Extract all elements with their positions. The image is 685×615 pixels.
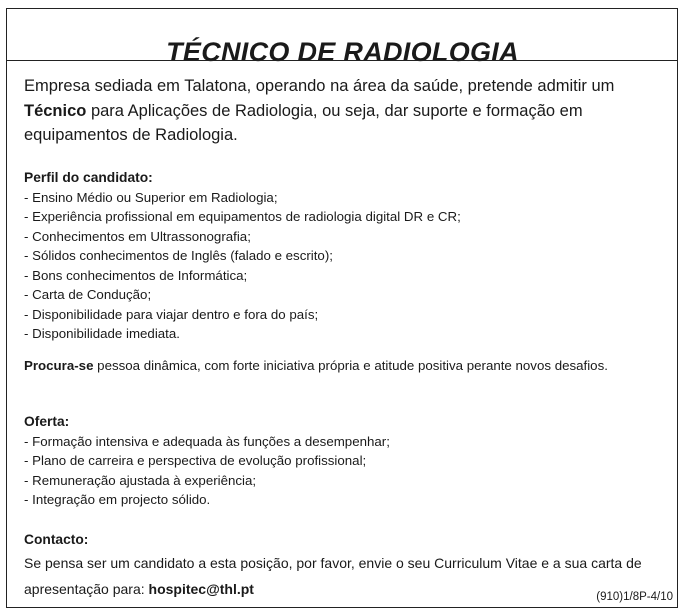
list-item: - Bons conhecimentos de Informática; <box>24 267 248 283</box>
list-item: - Ensino Médio ou Superior em Radiologia; <box>24 189 278 205</box>
offer-list <box>24 432 669 510</box>
contact-section <box>24 530 669 602</box>
list-item: - Experiência profissional em equipamentos de radiologia digital DR e CR; <box>24 209 461 224</box>
profile-list <box>24 188 669 344</box>
list-item: - Disponibilidade para viajar dentro e fora do país; <box>24 306 319 322</box>
list-item: - Integração em projecto sólido. <box>24 492 211 507</box>
offer-section <box>24 412 669 510</box>
profile-heading: Perfil do candidato: <box>24 170 153 185</box>
candidate-profile-section <box>24 168 669 344</box>
contact-text: Se pensa ser um candidato a esta posição, por favor, envie o seu Curriculum Vitae e a sua carta de apresentação para: <box>24 555 642 597</box>
contact-paragraph <box>24 550 664 602</box>
ad-reference-code: (910)1/8P-4/10 <box>596 591 673 603</box>
intro-text-end: para Aplicações de Radiologia, ou seja, dar suporte e formação em equipamentos de Radiologia. <box>24 101 583 144</box>
list-item: - Plano de carreira e perspectiva de evolução profissional; <box>24 453 367 468</box>
list-item: - Remuneração ajustada à experiência; <box>24 472 257 488</box>
list-item: - Sólidos conhecimentos de Inglês (falado e escrito); <box>24 248 333 263</box>
sought-lead: Procura-se <box>24 358 94 373</box>
intro-job-title: Técnico <box>24 101 87 120</box>
list-item: - Disponibilidade imediata. <box>24 326 180 341</box>
ad-title: TÉCNICO DE RADIOLOGIA <box>166 37 519 68</box>
sought-profile-section <box>24 356 669 376</box>
intro-paragraph <box>24 74 669 148</box>
intro-text-start: Empresa sediada em Talatona, operando na área da saúde, pretende admitir um <box>24 77 615 95</box>
title-divider <box>7 60 678 61</box>
contact-email: hospitec@thl.pt <box>148 581 254 597</box>
sought-paragraph <box>24 356 669 376</box>
list-item: - Conhecimentos em Ultrassonografia; <box>24 228 251 244</box>
list-item: - Formação intensiva e adequada às funções a desempenhar; <box>24 433 390 449</box>
sought-text: pessoa dinâmica, com forte iniciativa própria e atitude positiva perante novos desafios. <box>93 358 608 373</box>
contact-heading: Contacto: <box>24 532 89 547</box>
list-item: - Carta de Condução; <box>24 287 152 302</box>
offer-heading: Oferta: <box>24 414 70 429</box>
